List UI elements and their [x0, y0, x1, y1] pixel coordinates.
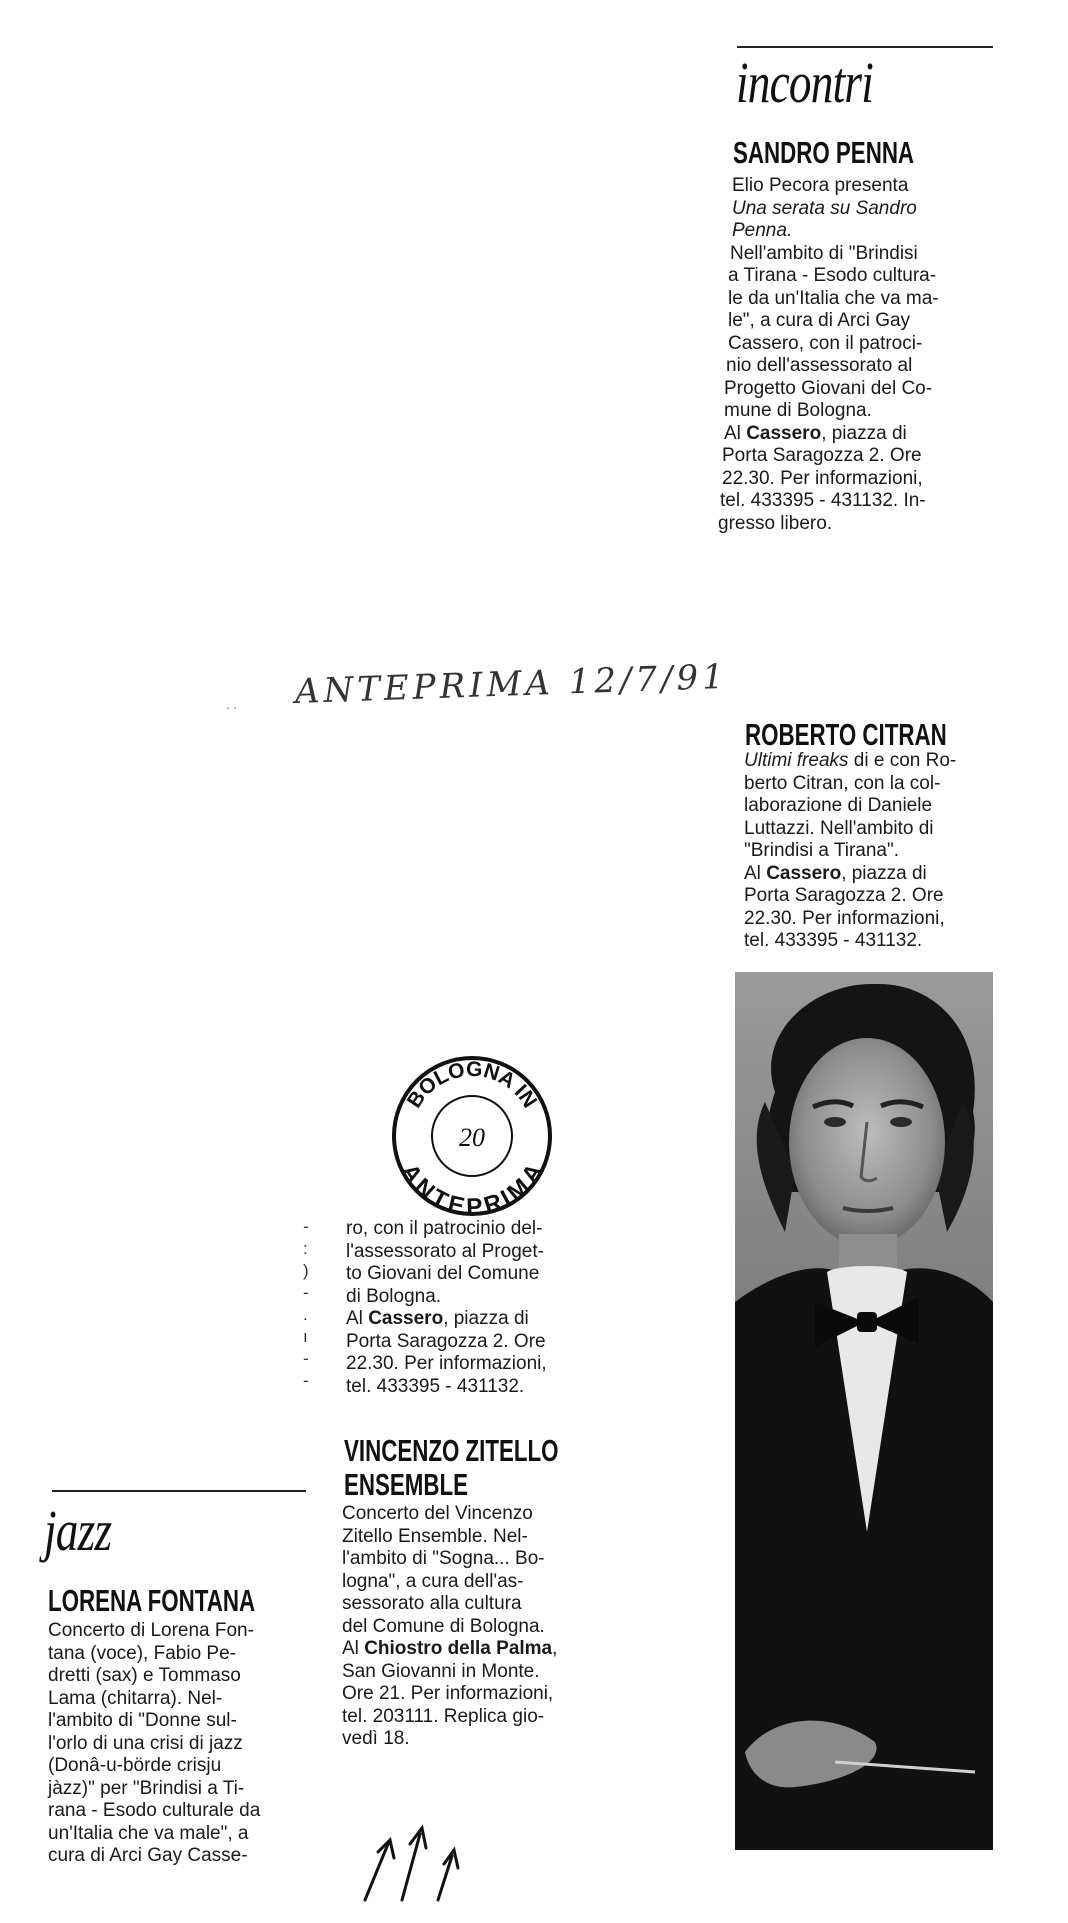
text-line: laborazione di Daniele	[744, 795, 933, 816]
text-line-venue: Al Chiostro della Palma,	[342, 1638, 558, 1659]
photo-roberto-citran	[735, 972, 993, 1850]
text-line: l'assessorato al Proget-	[346, 1240, 544, 1262]
stamp-circle	[390, 1054, 554, 1218]
headline-zitello-line1: VINCENZO ZITELLO	[344, 1433, 559, 1468]
edge-mark: ı	[303, 1327, 308, 1346]
cut-column-marks	[303, 1216, 309, 1392]
edge-mark: -	[303, 1349, 309, 1368]
article-sandro-penna	[718, 175, 990, 535]
text-line: jàzz)" per "Brindisi a Ti-	[48, 1777, 245, 1799]
edge-mark: :	[303, 1239, 308, 1258]
text-line: mune di Bologna.	[724, 400, 872, 421]
handwritten-note: ANTEPRIMA 12/7/91	[294, 656, 729, 712]
stamp-top-text: BOLOGNA IN	[402, 1057, 542, 1113]
article-continuation	[346, 1218, 606, 1398]
text-line: Porta Saragozza 2. Ore	[722, 445, 922, 466]
text-line: nio dell'assessorato al	[726, 355, 913, 376]
text-line: "Brindisi a Tirana".	[744, 840, 899, 861]
text-line: Concerto del Vincenzo	[342, 1503, 533, 1524]
text-line: 22.30. Per informazioni,	[346, 1353, 547, 1374]
text-line: ro, con il patrocinio del-	[346, 1218, 543, 1239]
text-line: sessorato alla cultura	[342, 1593, 522, 1614]
text-line: le da un'Italia che va ma-	[728, 287, 939, 309]
text-line: Penna.	[732, 220, 793, 241]
venue-name: Cassero	[368, 1308, 444, 1329]
bologna-in-anteprima-stamp	[390, 1054, 554, 1218]
pen-dots: ..	[226, 696, 240, 712]
edge-mark: -	[303, 1217, 309, 1236]
text-line: Concerto di Lorena Fon-	[48, 1620, 254, 1641]
venue-name: Cassero	[746, 422, 822, 444]
headline-zitello-line2: ENSEMBLE	[344, 1467, 469, 1502]
edge-mark: -	[303, 1283, 309, 1302]
article-lorena-fontana	[48, 1620, 308, 1868]
text-line: to Giovani del Comune	[346, 1263, 540, 1284]
text-line: del Comune di Bologna.	[342, 1615, 545, 1637]
text-line: (Donâ-u-börde crisju	[48, 1755, 222, 1776]
text-line: dretti (sax) e Tommaso	[48, 1665, 241, 1686]
text-line: l'ambito di "Donne sul-	[48, 1710, 237, 1731]
text-line-venue: Al Cassero, piazza di	[744, 862, 927, 884]
text-line: l'orlo di una crisi di jazz	[48, 1732, 243, 1754]
text-line: tel. 433395 - 431132. In-	[720, 490, 926, 511]
text-line: le", a cura di Arci Gay	[728, 310, 911, 331]
text-line: a Tirana - Esodo cultura-	[728, 265, 937, 286]
text-line-venue: Al Cassero, piazza di	[724, 422, 907, 444]
text-line: Luttazzi. Nell'ambito di	[744, 817, 934, 839]
text-line: l'ambito di "Sogna... Bo-	[342, 1548, 545, 1569]
stamp-bottom-text: ANTEPRIMA	[395, 1159, 549, 1218]
text-line: Una serata su Sandro	[732, 197, 917, 219]
text-line: San Giovanni in Monte.	[342, 1660, 540, 1682]
text-line: un'Italia che va male", a	[48, 1822, 249, 1844]
text-line: tel. 433395 - 431132.	[744, 930, 923, 951]
text-line: logna", a cura dell'as-	[342, 1570, 524, 1592]
text-line: Zitello Ensemble. Nel-	[342, 1525, 528, 1547]
text-line: Ore 21. Per informazioni,	[342, 1683, 554, 1704]
text-line-title: Ultimi freaks di e con Ro-	[744, 750, 957, 771]
portrait-illustration	[735, 972, 993, 1850]
hand-drawn-arrows	[360, 1822, 490, 1902]
headline-lorena-fontana: LORENA FONTANA	[48, 1583, 256, 1618]
text-line: di Bologna.	[346, 1285, 442, 1307]
text-line: tel. 433395 - 431132.	[346, 1375, 525, 1397]
edge-mark: -	[303, 1371, 309, 1390]
edge-mark: .	[303, 1305, 308, 1324]
arrows-icon	[360, 1822, 490, 1902]
work-title: Ultimi freaks	[744, 750, 849, 771]
text-line: vedì 18.	[342, 1728, 410, 1749]
text-line: Lama (chitarra). Nel-	[48, 1687, 223, 1709]
text-line: Porta Saragozza 2. Ore	[744, 885, 944, 906]
text-line: 22.30. Per informazioni,	[722, 467, 923, 489]
incontri-top-rule	[737, 46, 993, 48]
text-line: rana - Esodo culturale da	[48, 1800, 261, 1821]
headline-roberto-citran: ROBERTO CITRAN	[745, 717, 947, 752]
article-roberto-citran	[744, 750, 1006, 953]
jazz-top-rule	[52, 1490, 306, 1492]
text-line: cura di Arci Gay Casse-	[48, 1845, 248, 1866]
text-line: Nell'ambito di "Brindisi	[730, 242, 918, 264]
text-line: Elio Pecora presenta	[732, 175, 909, 196]
stamp-number: 20	[459, 1123, 485, 1152]
section-title-jazz: jazz	[44, 1498, 112, 1563]
edge-mark: )	[303, 1261, 309, 1280]
article-zitello	[342, 1503, 604, 1751]
venue-name: Chiostro della Palma	[364, 1638, 553, 1659]
text-line: gresso libero.	[718, 512, 833, 534]
text-line: tana (voce), Fabio Pe-	[48, 1642, 236, 1664]
headline-sandro-penna: SANDRO PENNA	[733, 135, 915, 170]
venue-name: Cassero	[766, 862, 842, 884]
text-line: Porta Saragozza 2. Ore	[346, 1330, 546, 1352]
text-line: berto Citran, con la col-	[744, 772, 941, 794]
section-title-incontri: incontri	[736, 50, 874, 115]
text-line-venue: Al Cassero, piazza di	[346, 1308, 529, 1329]
text-line: 22.30. Per informazioni,	[744, 907, 945, 929]
text-line: tel. 203111. Replica gio-	[342, 1705, 545, 1727]
text-line: Progetto Giovani del Co-	[724, 377, 933, 399]
text-line: Cassero, con il patroci-	[728, 332, 923, 354]
